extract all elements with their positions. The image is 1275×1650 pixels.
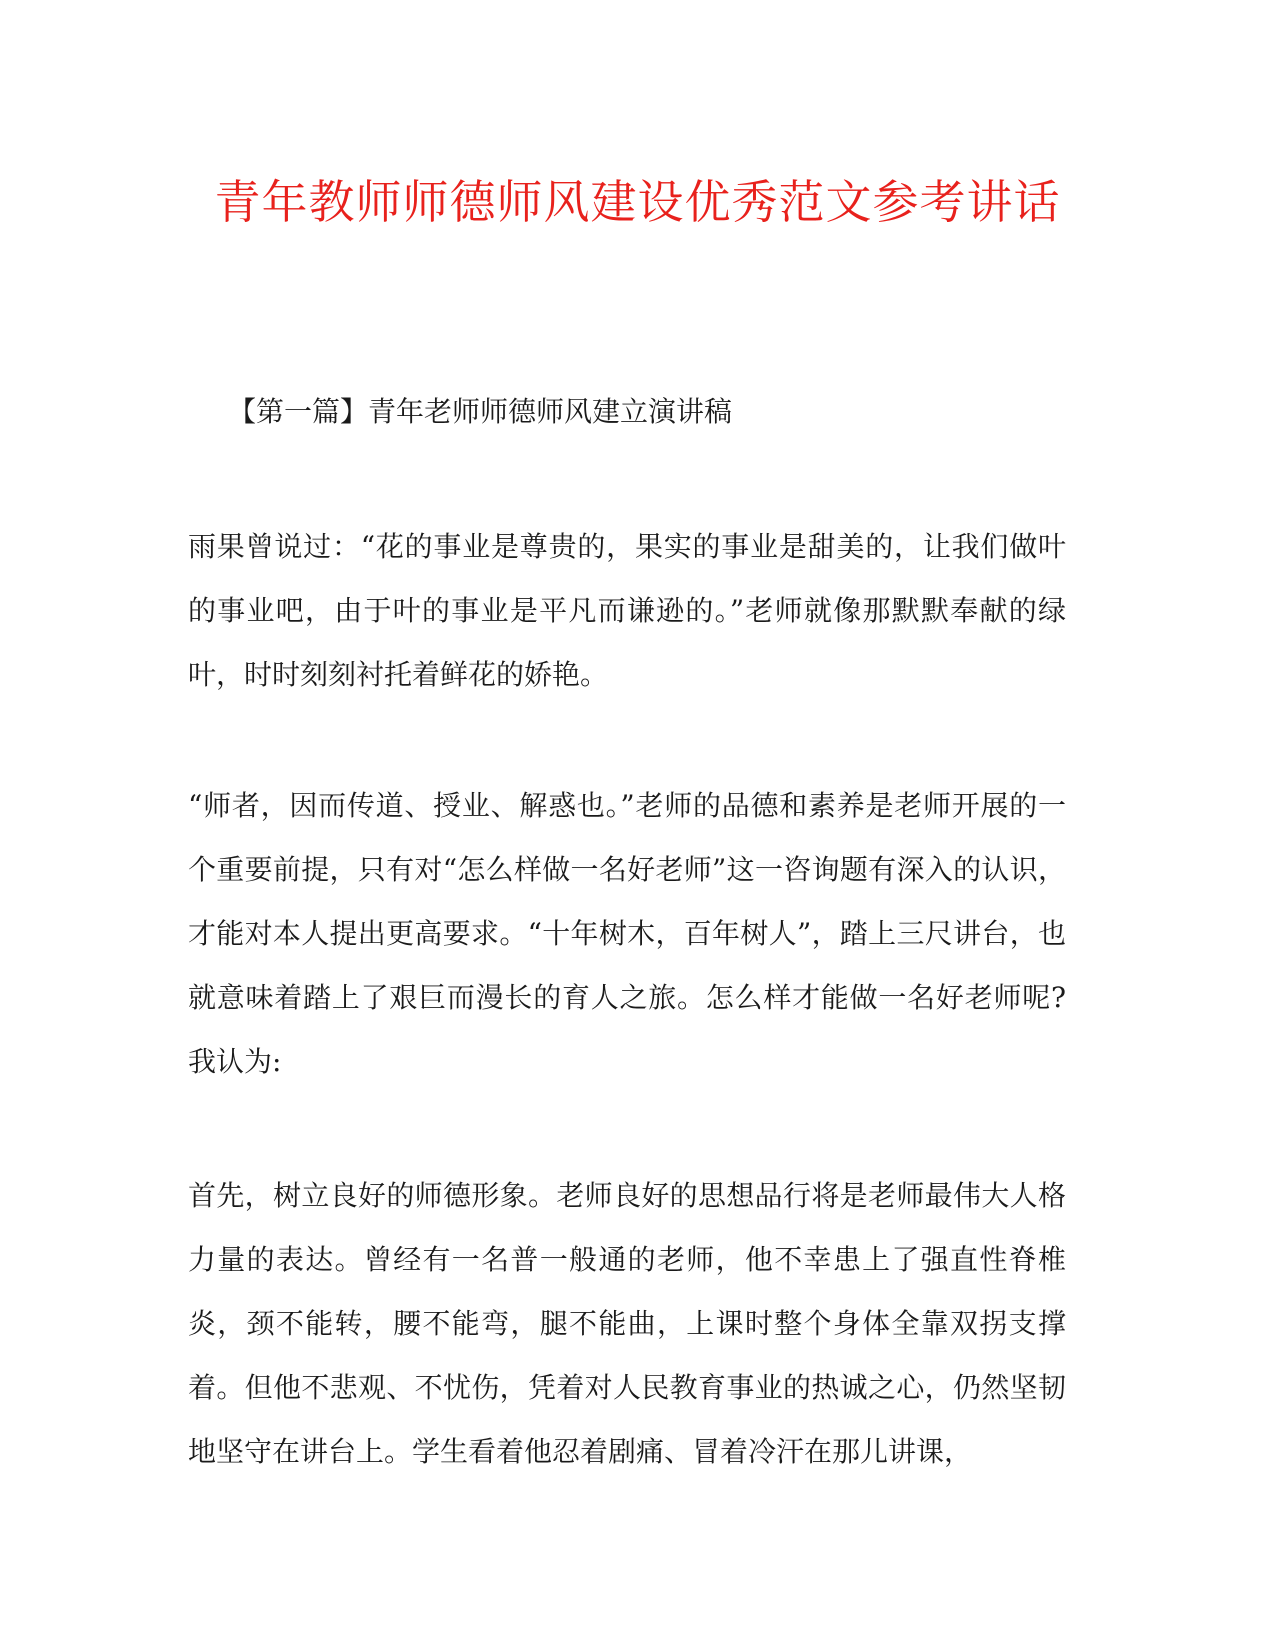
body-paragraph-3: 首先，树立良好的师德形象。老师良好的思想品行将是老师最伟大人格力量的表达。曾经有一名普一般通的老师，他不幸患上了强直性脊椎炎，颈不能转，腰不能弯，腿不能曲，上课时整个身体全靠双拐支撑着。但他不悲观、不忧伤，凭着对人民教育事业的热诚之心，仍然坚韧地坚守在讲台上。学生看着他忍着剧痛、冒着冷汗在那儿讲课， — [188, 1179, 1066, 1468]
body-paragraph-2: “师者，因而传道、授业、解惑也。”老师的品德和素养是老师开展的一个重要前提，只有对“怎么样做一名好老师”这一咨询题有深入的认识，才能对本人提出更高要求。“十年树木，百年树人”，踏上三尺讲台，也就意味着踏上了艰巨而漫长的育人之旅。怎么样才能做一名好老师呢?我认为: — [188, 789, 1066, 1078]
body-paragraph-1: 雨果曾说过：“花的事业是尊贵的，果实的事业是甜美的，让我们做叶的事业吧，由于叶的事业是平凡而谦逊的。”老师就像那默默奉献的绿叶，时时刻刻衬托着鲜花的娇艳。 — [188, 530, 1066, 691]
section-heading: 【第一篇】青年老师师德师风建立演讲稿 — [228, 395, 733, 428]
document-title: 青年教师师德师风建设优秀范文参考讲话 — [214, 175, 1061, 229]
